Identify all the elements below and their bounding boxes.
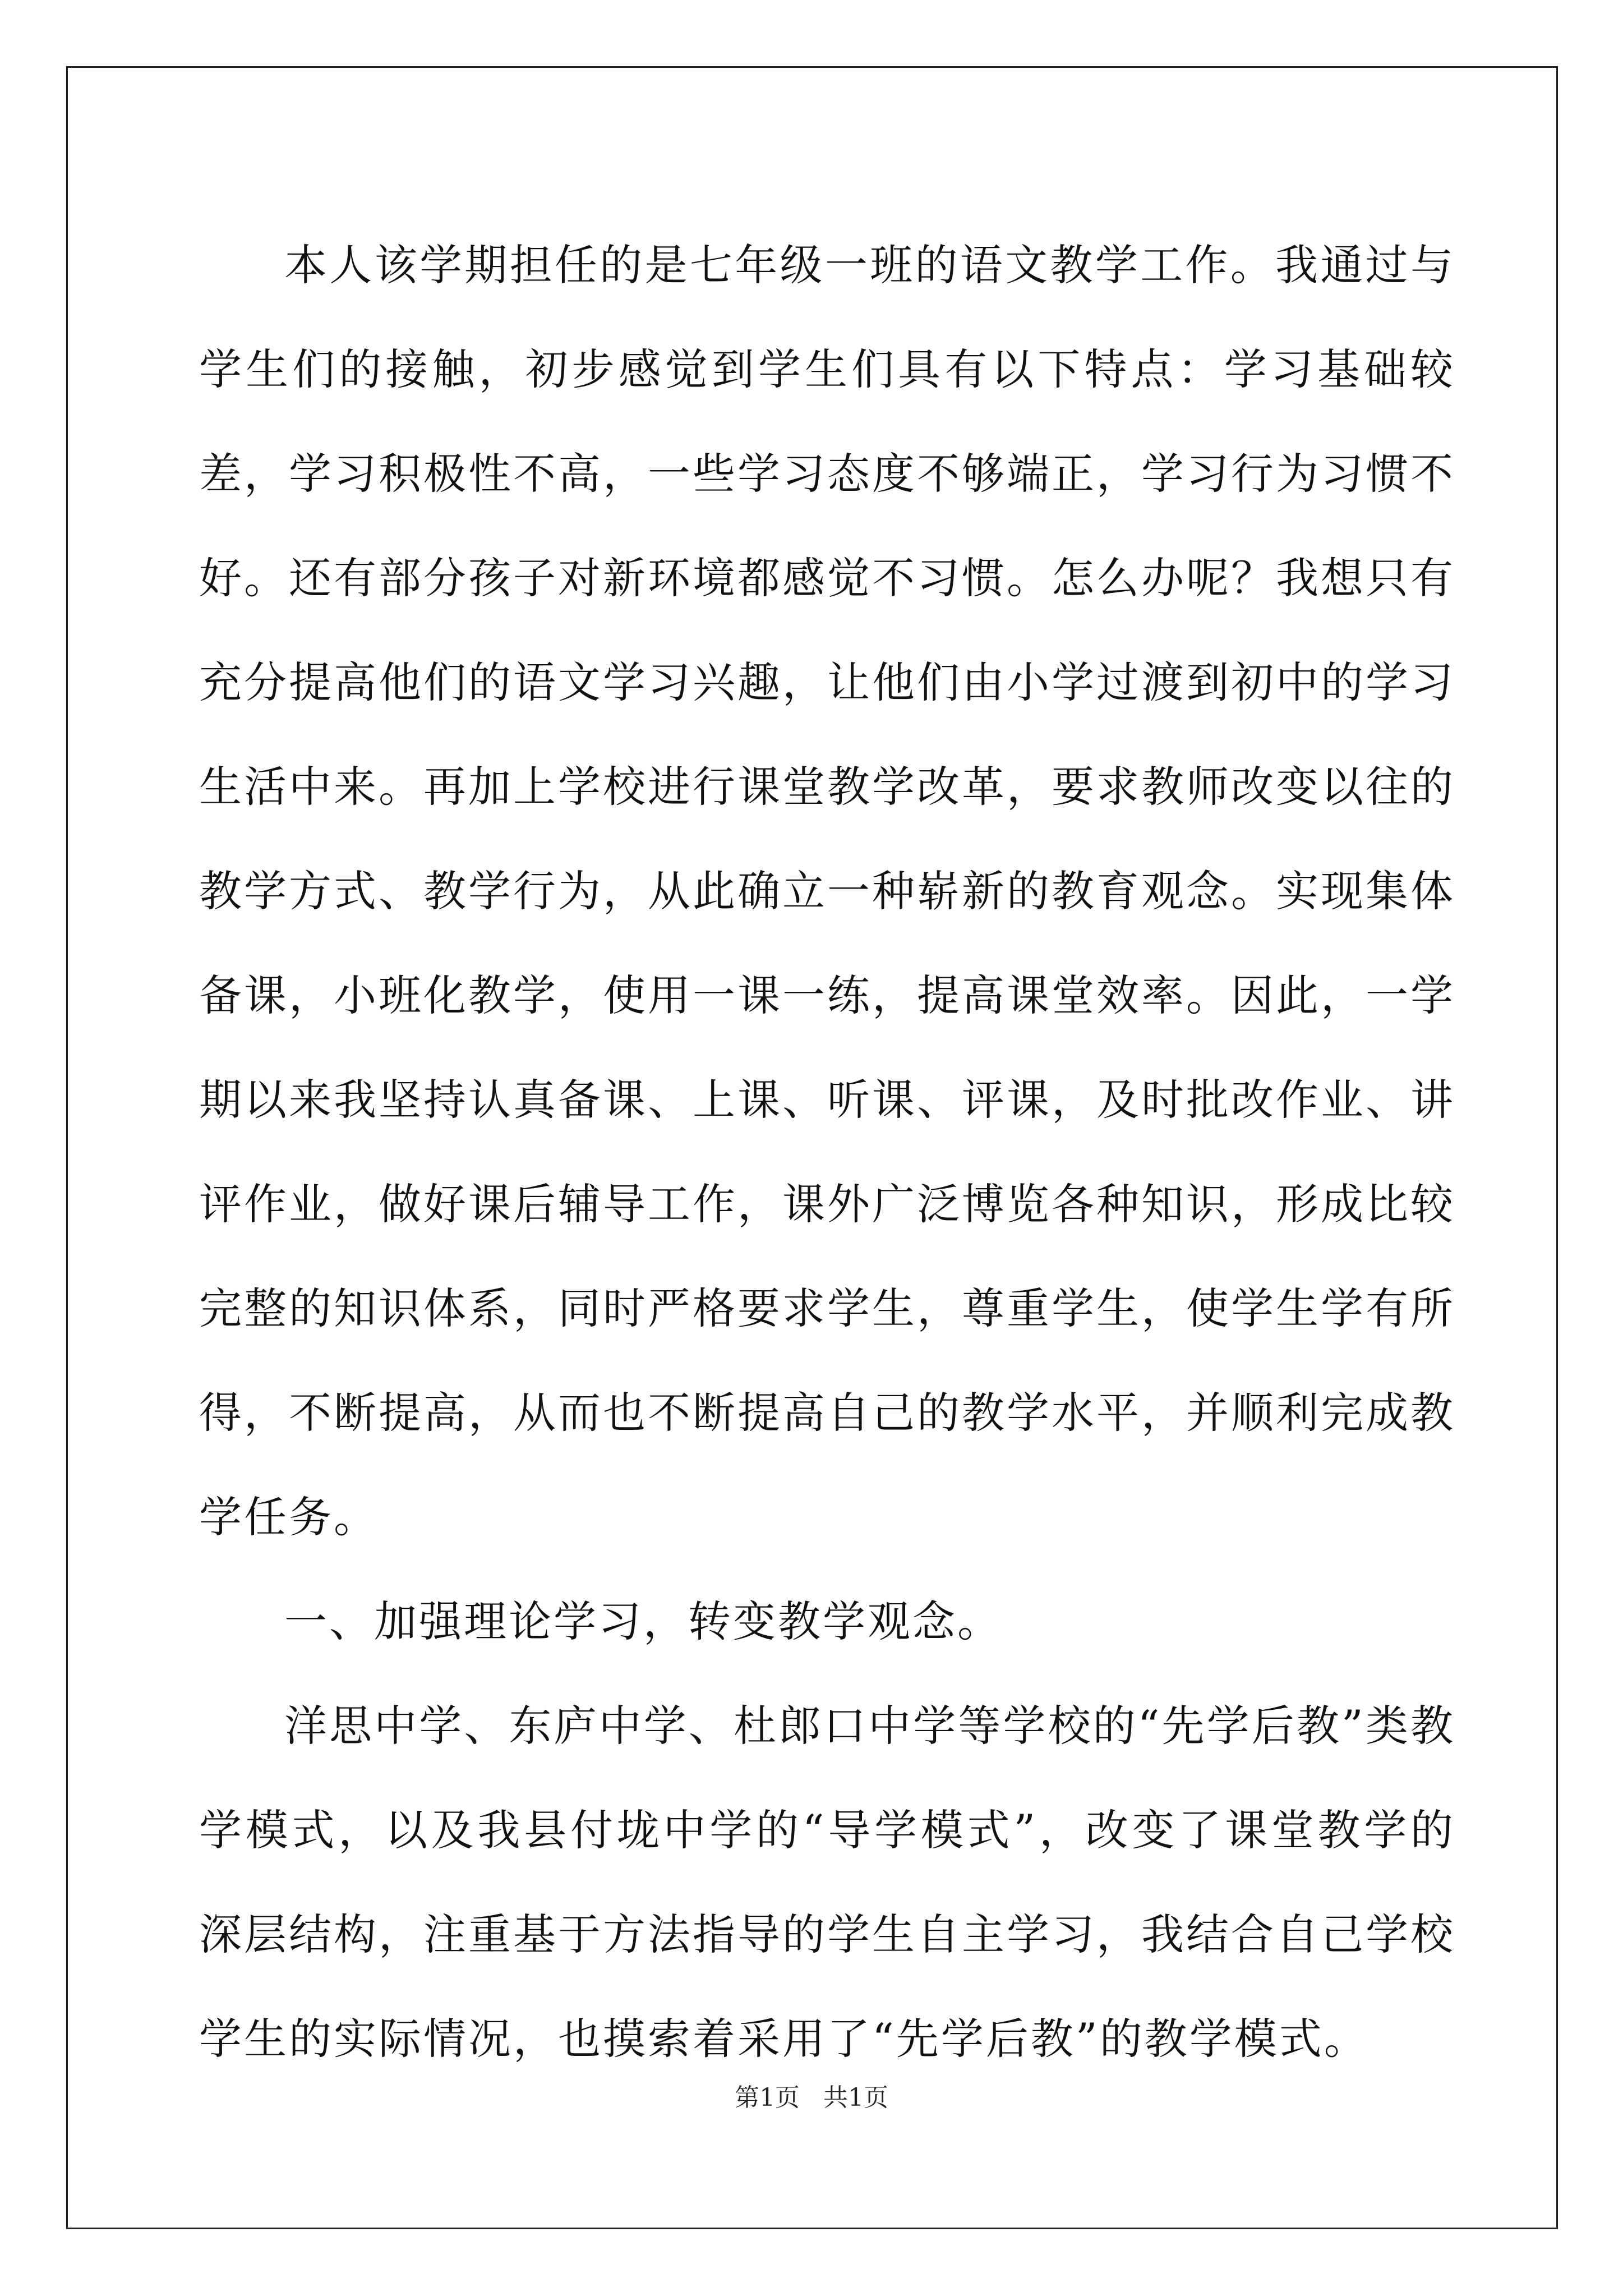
page-footer (0, 2081, 1623, 2115)
page-number-current: 第1页 (735, 2083, 800, 2112)
paragraph-intro: 本人该学期担任的是七年级一班的语文教学工作。我通过与学生们的接触，初步感觉到学生们具有以下特点：学习基础较差，学习积极性不高，一些学习态度不够端正，学习行为习惯不好。还有部分孩子对新环境都感觉不习惯。怎么办呢？我想只有充分提高他们的语文学习兴趣，让他们由小学过渡到初中的学习生活中来。再加上学校进行课堂教学改革，要求教师改变以往的教学方式、教学行为，从此确立一种崭新的教育观念。实现集体备课，小班化教学，使用一课一练，提高课堂效率。因此，一学期以来我坚持认真备课、上课、听课、评课，及时批改作业、讲评作业，做好课后辅导工作，课外广泛博览各种知识，形成比较完整的知识体系，同时严格要求学生，尊重学生，使学生学有所得，不断提高，从而也不断提高自己的教学水平，并顺利完成教学任务。 (199, 240, 1455, 1542)
section-heading: 一、加强理论学习，转变教学观念。 (284, 1596, 1002, 1646)
document-body (199, 213, 1455, 2091)
page-number-total: 共1页 (823, 2083, 888, 2112)
paragraph-teaching-model: 洋思中学、东庐中学、杜郎口中学等学校的“先学后教”类教学模式，以及我县付垅中学的“导学模式”，改变了课堂教学的深层结构，注重基于方法指导的学生自主学习，我结合自己学校学生的实际情况，也摸索着采用了“先学后教”的教学模式。 (199, 1701, 1455, 2064)
